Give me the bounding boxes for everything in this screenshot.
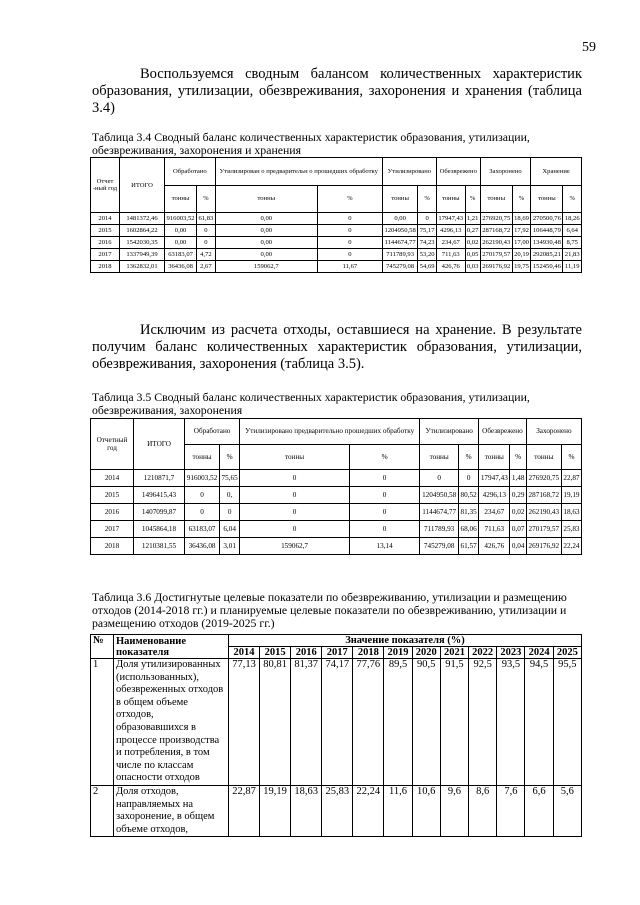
indicator-value: 91,5 (440, 659, 468, 786)
table-cell: 0,03 (465, 261, 480, 273)
table-cell: 18,26 (563, 213, 582, 225)
table-cell: 152450,46 (531, 261, 563, 273)
indicator-value: 7,6 (497, 785, 525, 836)
table-cell: 75,65 (220, 470, 240, 487)
table-cell: 1337949,39 (120, 249, 165, 261)
table-cell: 159062,7 (215, 261, 317, 273)
table-cell: 159062,7 (240, 538, 350, 555)
indicator-value: 11,6 (384, 785, 412, 836)
table-cell: 0 (349, 521, 419, 538)
header-utilized: Утилизировано (382, 158, 436, 186)
table-cell: 270500,76 (531, 213, 563, 225)
table-cell: 745279,08 (382, 261, 418, 273)
unit-tons: тонны (185, 444, 220, 470)
table-3-6 (90, 634, 582, 837)
header-processed: Обработано (185, 419, 240, 445)
indicator-value: 94,5 (525, 659, 553, 786)
table-row (91, 487, 582, 504)
table-cell: 4296,13 (479, 487, 510, 504)
table-cell: 262190,43 (526, 504, 561, 521)
year-header: 2025 (553, 647, 581, 659)
table-cell: 17947,43 (436, 213, 465, 225)
table-cell: 61,57 (459, 538, 479, 555)
table-3-6-caption: Таблица 3.6 Достигнутые целевые показатели по обезвреживанию, утилизации и размещению отходов (2014-2018 гг.) и планируемые целевые показатели по обезвреживанию, утилизации и размещению отходов (2019-2025 гг.) (92, 590, 567, 630)
table-cell: 4296,13 (436, 225, 465, 237)
table-cell: 1496415,43 (134, 487, 185, 504)
table-cell: 0 (197, 225, 215, 237)
unit-tons: тонны (531, 185, 563, 213)
table-cell: 1,21 (465, 213, 480, 225)
header-neutralized: Обезврежено (479, 419, 527, 445)
year-header: 2015 (260, 647, 291, 659)
table-cell: 74,23 (418, 237, 436, 249)
table-cell: 276920,75 (480, 213, 512, 225)
table-cell: 17947,43 (479, 470, 510, 487)
unit-percent: % (465, 185, 480, 213)
unit-percent: % (220, 444, 240, 470)
exclusion-paragraph: Исключим из расчета отходы, оставшиеся на хранение. В результате получим баланс количественных характеристик образования, утилизации, обезвреживания, захоронения (таблица 3.5). (92, 322, 582, 372)
unit-percent: % (459, 444, 479, 470)
unit-tons: тонны (382, 185, 418, 213)
indicator-value: 93,5 (497, 659, 525, 786)
table-cell: 0 (185, 487, 220, 504)
unit-percent: % (512, 185, 530, 213)
table-row (91, 538, 582, 555)
indicator-value: 5,6 (553, 785, 581, 836)
header-stored: Хранение (531, 158, 582, 186)
unit-percent: % (510, 444, 526, 470)
indicator-value: 74,17 (322, 659, 353, 786)
table-row (91, 261, 582, 273)
table-cell: 234,67 (479, 504, 510, 521)
table-cell: 2018 (91, 538, 134, 555)
indicator-value: 22,87 (229, 785, 260, 836)
table-cell: 17,00 (512, 237, 530, 249)
indicator-value: 80,81 (260, 659, 291, 786)
table-cell: 0 (317, 237, 382, 249)
table-cell: 745279,08 (420, 538, 459, 555)
indicator-value: 9,6 (440, 785, 468, 836)
table-3-4-body (91, 213, 582, 273)
table-cell: 1362832,01 (120, 261, 165, 273)
table-cell: 18,69 (512, 213, 530, 225)
table-cell: 269176,92 (480, 261, 512, 273)
table-cell: 0,00 (382, 213, 418, 225)
unit-percent: % (561, 444, 581, 470)
year-header: 2024 (525, 647, 553, 659)
indicator-value: 10,6 (412, 785, 440, 836)
table-cell: 1,48 (510, 470, 526, 487)
table-cell: 0 (317, 225, 382, 237)
table-cell: 0,00 (215, 237, 317, 249)
table-cell: 270179,57 (480, 249, 512, 261)
table-cell: 19,19 (561, 487, 581, 504)
indicator-name: Доля отходов, направляемых на захоронение, в общем объеме отходов, (114, 785, 229, 836)
table-cell: 13,14 (349, 538, 419, 555)
table-cell: 0 (185, 504, 220, 521)
header-buried: Захоронено (480, 158, 531, 186)
table-cell: 81,35 (459, 504, 479, 521)
table-cell: 711,63 (479, 521, 510, 538)
table-cell: 292085,21 (531, 249, 563, 261)
table-cell: 2018 (91, 261, 120, 273)
table-cell: 711,63 (436, 249, 465, 261)
header-neutralized: Обезврежено (436, 158, 480, 186)
table-cell: 0,02 (510, 504, 526, 521)
table-cell: 0 (349, 487, 419, 504)
table-cell: 19,75 (512, 261, 530, 273)
table-cell: 2015 (91, 225, 120, 237)
table-cell: 0 (240, 470, 350, 487)
table-cell: 711789,93 (420, 521, 459, 538)
table-cell: 25,83 (561, 521, 581, 538)
table-row (91, 521, 582, 538)
indicator-value: 18,63 (291, 785, 322, 836)
table-cell: 20,19 (512, 249, 530, 261)
table-cell: 0,00 (165, 237, 197, 249)
header-indicator-value: Значение показателя (%) (229, 635, 582, 647)
table-3-4-caption: Таблица 3.4 Сводный баланс количественных характеристик образования, утилизации, обезвреживания, захоронения и хранения (92, 130, 530, 157)
indicator-value: 95,5 (553, 659, 581, 786)
table-cell: 0 (418, 213, 436, 225)
table-cell: 68,06 (459, 521, 479, 538)
table-cell: 1210381,55 (134, 538, 185, 555)
table-cell: 4,72 (197, 249, 215, 261)
table-row (91, 213, 582, 225)
header-year: Отчет -ный год (91, 158, 120, 213)
table-cell: 0,05 (465, 249, 480, 261)
table-row (91, 470, 582, 487)
table-cell: 711789,93 (382, 249, 418, 261)
table-cell: 2016 (91, 237, 120, 249)
indicator-name: Доля утилизированных (использованных), обезвреженных отходов в общем объеме отходов, образовавшихся в процессе производства и потребления, в том числе по классам опасности отходов (114, 659, 229, 786)
unit-tons: тонны (240, 444, 350, 470)
table-cell: 1542030,35 (120, 237, 165, 249)
table-cell: 1602864,22 (120, 225, 165, 237)
table-row (91, 659, 582, 786)
table-cell: 269176,92 (526, 538, 561, 555)
year-header: 2020 (412, 647, 440, 659)
indicator-value: 25,83 (322, 785, 353, 836)
table-cell: 287168,72 (480, 225, 512, 237)
table-cell: 0 (349, 504, 419, 521)
table-row (91, 225, 582, 237)
unit-percent: % (418, 185, 436, 213)
unit-tons: тонны (479, 444, 510, 470)
table-row (91, 249, 582, 261)
table-cell: 1407099,87 (134, 504, 185, 521)
table-cell: 916003,52 (165, 213, 197, 225)
table-cell: 0,00 (215, 213, 317, 225)
year-header: 2018 (353, 647, 384, 659)
table-cell: 80,52 (459, 487, 479, 504)
table-cell: 0 (317, 213, 382, 225)
table-cell: 0,00 (215, 225, 317, 237)
header-total: ИТОГО (134, 419, 185, 470)
table-cell: 18,63 (561, 504, 581, 521)
table-row (91, 785, 582, 836)
unit-percent: % (317, 185, 382, 213)
indicator-value: 90,5 (412, 659, 440, 786)
table-cell: 134930,48 (531, 237, 563, 249)
table-row (91, 504, 582, 521)
table-cell: 0 (420, 470, 459, 487)
table-cell: 0 (349, 470, 419, 487)
table-3-5-body (91, 470, 582, 555)
table-cell: 61,83 (197, 213, 215, 225)
table-row (91, 237, 582, 249)
table-cell: 262190,43 (480, 237, 512, 249)
table-3-5 (90, 418, 582, 555)
table-cell: 0 (240, 504, 350, 521)
table-cell: 0,29 (510, 487, 526, 504)
year-header: 2017 (322, 647, 353, 659)
table-cell: 21,83 (563, 249, 582, 261)
table-cell: 916003,52 (185, 470, 220, 487)
table-cell: 75,17 (418, 225, 436, 237)
table-cell: 2014 (91, 213, 120, 225)
table-cell: 54,69 (418, 261, 436, 273)
header-utilized-after-processing: Утилизировано предварительно прошедших обработку (240, 419, 420, 445)
header-number: № (91, 635, 114, 659)
table-cell: 426,76 (479, 538, 510, 555)
table-cell: 8,75 (563, 237, 582, 249)
table-cell: 2,67 (197, 261, 215, 273)
table-cell: 17,92 (512, 225, 530, 237)
table-cell: 6,04 (220, 521, 240, 538)
unit-tons: тонны (526, 444, 561, 470)
table-cell: 426,76 (436, 261, 465, 273)
table-cell: 0,07 (510, 521, 526, 538)
header-year: Отчетный год (91, 419, 134, 470)
row-number: 2 (91, 785, 114, 836)
table-cell: 0 (240, 521, 350, 538)
table-cell: 270179,57 (526, 521, 561, 538)
table-cell: 0,02 (465, 237, 480, 249)
unit-percent: % (349, 444, 419, 470)
indicator-value: 77,76 (353, 659, 384, 786)
header-utilized: Утилизировано (420, 419, 479, 445)
table-cell: 0 (240, 487, 350, 504)
table-cell: 2017 (91, 249, 120, 261)
table-cell: 234,67 (436, 237, 465, 249)
unit-tons: тонны (480, 185, 512, 213)
header-processed: Обработано (165, 158, 216, 186)
table-cell: 0,04 (510, 538, 526, 555)
indicator-value: 22,24 (353, 785, 384, 836)
header-utilized-after-processing: Утилизирован о предварительн о прошедших обработку (215, 158, 382, 186)
table-cell: 53,20 (418, 249, 436, 261)
unit-tons: тонны (165, 185, 197, 213)
table-cell: 1481372,46 (120, 213, 165, 225)
table-cell: 11,19 (563, 261, 582, 273)
table-cell: 2015 (91, 487, 134, 504)
unit-percent: % (197, 185, 215, 213)
table-cell: 63183,07 (185, 521, 220, 538)
table-cell: 2016 (91, 504, 134, 521)
indicator-value: 19,19 (260, 785, 291, 836)
table-cell: 1204950,58 (420, 487, 459, 504)
year-header: 2016 (291, 647, 322, 659)
table-cell: 276920,75 (526, 470, 561, 487)
indicator-value: 6,6 (525, 785, 553, 836)
header-total: ИТОГО (120, 158, 165, 213)
table-cell: 0,27 (465, 225, 480, 237)
unit-tons: тонны (420, 444, 459, 470)
header-indicator-name: Наименование показателя (114, 635, 229, 659)
table-cell: 0, (220, 487, 240, 504)
table-cell: 2017 (91, 521, 134, 538)
page-number: 59 (582, 40, 596, 55)
table-cell: 36436,08 (165, 261, 197, 273)
year-header: 2021 (440, 647, 468, 659)
unit-tons: тонны (215, 185, 317, 213)
table-cell: 22,87 (561, 470, 581, 487)
table-cell: 36436,08 (185, 538, 220, 555)
indicator-value: 77,13 (229, 659, 260, 786)
table-cell: 11,67 (317, 261, 382, 273)
table-cell: 0,00 (165, 225, 197, 237)
indicator-value: 89,5 (384, 659, 412, 786)
table-cell: 63183,07 (165, 249, 197, 261)
row-number: 1 (91, 659, 114, 786)
table-cell: 0 (459, 470, 479, 487)
header-buried: Захоронено (526, 419, 581, 445)
table-cell: 106448,79 (531, 225, 563, 237)
intro-paragraph: Воспользуемся сводным балансом количественных характеристик образования, утилизации, обезвреживания, захоронения и хранения (таблица 3.4) (92, 66, 582, 116)
table-cell: 1204950,58 (382, 225, 418, 237)
table-cell: 6,64 (563, 225, 582, 237)
table-cell: 0 (197, 237, 215, 249)
table-3-5-caption: Таблица 3.5 Сводный баланс количественных характеристик образования, утилизации, обезвреживания, захоронения (92, 390, 530, 417)
table-cell: 1210871,7 (134, 470, 185, 487)
year-header: 2014 (229, 647, 260, 659)
table-cell: 0 (220, 504, 240, 521)
table-cell: 2014 (91, 470, 134, 487)
indicator-value: 81,37 (291, 659, 322, 786)
unit-percent: % (563, 185, 582, 213)
year-header: 2019 (384, 647, 412, 659)
table-cell: 1144674,77 (382, 237, 418, 249)
table-cell: 3,01 (220, 538, 240, 555)
table-cell: 1045864,18 (134, 521, 185, 538)
table-cell: 22,24 (561, 538, 581, 555)
table-3-4 (90, 157, 582, 273)
year-header: 2022 (469, 647, 497, 659)
table-cell: 0,00 (215, 249, 317, 261)
indicator-value: 92,5 (469, 659, 497, 786)
unit-tons: тонны (436, 185, 465, 213)
table-cell: 287168,72 (526, 487, 561, 504)
table-cell: 1144674,77 (420, 504, 459, 521)
year-header: 2023 (497, 647, 525, 659)
indicator-value: 8,6 (469, 785, 497, 836)
table-cell: 0 (317, 249, 382, 261)
